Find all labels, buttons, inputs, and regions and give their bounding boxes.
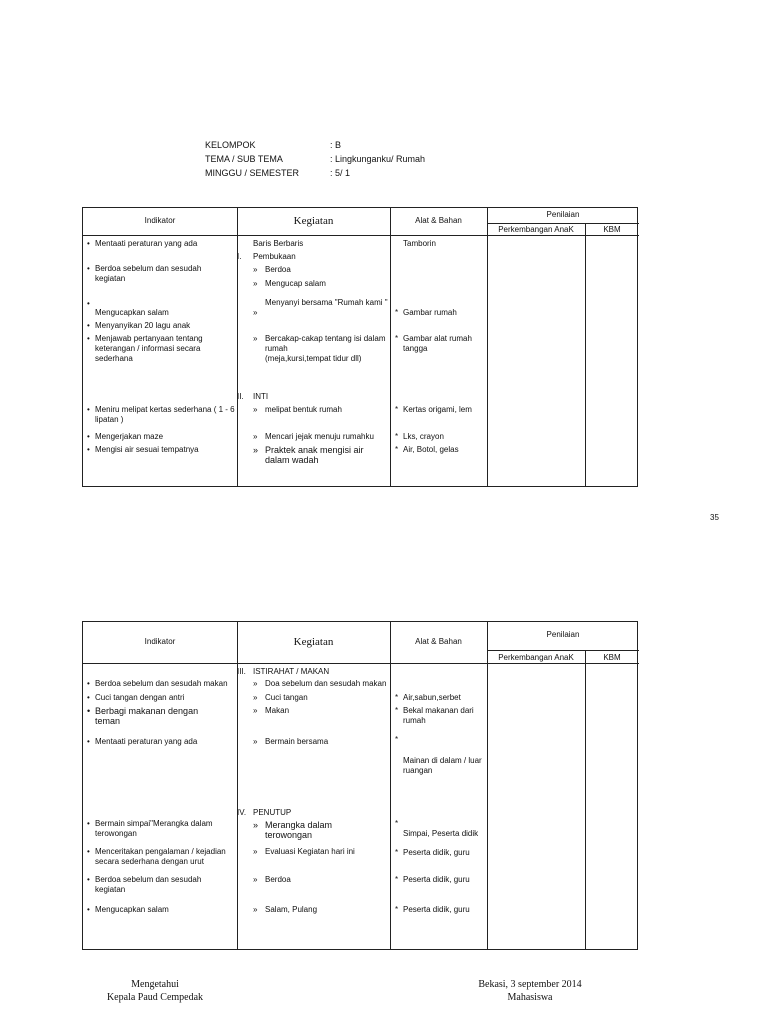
col-header-perkembangan: Perkembangan AnaK [498,653,574,662]
kegiatan-baris: Baris Berbaris [253,239,304,248]
alat-item: * Air, Botol, gelas [395,445,459,454]
col-header-penilaian: Penilaian [546,210,580,219]
col-header-kegiatan: Kegiatan [293,215,334,227]
header-value-minggu: : 5/ 1 [330,168,351,178]
indikator-item: • Meniru melipat kertas sederhana ( 1 - 6 lipatan ) [87,405,235,424]
page-number: 35 [710,513,719,522]
alat-item: * Gambar rumah [395,308,457,317]
alat-item: * Simpai, Peserta didik [395,819,479,838]
activity-table-1: Indikator Kegiatan Alat & Bahan Penilaian Perkembangan AnaK KBM • Mentaati peraturan yang ada • Berdoa sebelum dan sesudah kegiatan • Mengucapkan salam • Menyanyikan 20 lagu anak • Menjawab pertanyaan tentang keterangan / informasi secara sederhana • Meniru melipat kertas sederhana ( 1 - 6 lipatan ) • Mengerjakan maze • Mengisi air sesuai tempatnya Baris Berbaris I. Pembukaan » Berdoa » Mengucap salam » Menyanyi bersama "Rumah kami " » Bercakap-cakap tentang isi dalam rumah (meja,kursi,tempat tidur dll) II. INTI » melipat bentuk rumah » Mencari jejak menuju rumahku » Praktek anak mengisi air dalam wadah Tamborin * Gambar rumah * Gambar alat rumah tangga * Kertas origami, lem * Lks, crayon * Air, Botol, gelas [82,207,638,487]
header-label-kelompok: KELOMPOK [205,140,256,150]
signature-right-line2: Mahasiswa [507,992,553,1003]
col-header-kbm: KBM [603,225,621,234]
col-header-alat: Alat & Bahan [415,637,462,646]
kegiatan-item: » Makan [253,706,290,715]
indikator-item: • Mengucapkan salam [87,905,169,914]
indikator-item: • Cuci tangan dengan antri [87,693,185,702]
header-block [0,138,768,182]
kegiatan-item-note: (meja,kursi,tempat tidur dll) [265,354,362,363]
kegiatan-item: » Doa sebelum dan sesudah makan [253,679,387,688]
alat-item: * Peserta didik, guru [395,848,470,857]
kegiatan-item: » Merangka dalam terowongan [253,820,333,840]
kegiatan-section-inti: II. INTI [237,392,269,401]
kegiatan-item: » Berdoa [253,875,291,884]
alat-item: * Air,sabun,serbet [395,693,461,702]
alat-item: Mainan di dalam / luar ruangan [403,756,482,775]
indikator-item: • Menjawab pertanyaan tentang keterangan / informasi secara sederhana [87,334,203,363]
indikator-item: • Berdoa sebelum dan sesudah kegiatan [87,264,202,283]
indikator-item: • Menceritakan pengalaman / kejadian secara sederhana dengan urut [87,847,226,866]
indikator-item: • Mentaati peraturan yang ada [87,737,198,746]
header-value-tema: : Lingkunganku/ Rumah [330,154,426,164]
alat-item: * Peserta didik, guru [395,905,470,914]
col-header-penilaian: Penilaian [546,630,580,639]
kegiatan-item: » Cuci tangan [253,693,308,702]
alat-item: * Peserta didik, guru [395,875,470,884]
indikator-item: • Bermain simpai"Merangka dalam terowongan [87,819,213,838]
col-header-indikator: Indikator [144,216,176,225]
col-header-indikator: Indikator [144,637,176,646]
kegiatan-item: » Mencari jejak menuju rumahku [253,432,374,441]
kegiatan-section-pembukaan: I. Pembukaan [237,252,296,261]
indikator-item: • Mengisi air sesuai tempatnya [87,445,199,454]
indikator-item: • Berbagi makanan dengan teman [87,706,199,726]
col-header-kegiatan: Kegiatan [293,636,334,648]
kegiatan-item: » Mengucap salam [253,279,326,288]
col-header-kbm: KBM [603,653,621,662]
indikator-item: • Mengerjakan maze [87,432,164,441]
kegiatan-section-penutup: IV. PENUTUP [237,808,292,817]
indikator-item: • Berdoa sebelum dan sesudah kegiatan [87,875,202,894]
header-value-kelompok: : B [330,140,342,150]
col-header-alat: Alat & Bahan [415,216,462,225]
signature-left-line2: Kepala Paud Cempedak [106,992,204,1003]
kegiatan-item: » Salam, Pulang [253,905,318,914]
alat-item: * Bekal makanan dari rumah [395,706,474,725]
header-label-tema: TEMA / SUB TEMA [205,154,283,164]
activity-table-2: Indikator Kegiatan Alat & Bahan Penilaian Perkembangan AnaK KBM • Berdoa sebelum dan sesudah makan • Cuci tangan dengan antri • Berbagi makanan dengan teman • Mentaati peraturan yang ada • Bermain simpai"Merangka dalam terowongan • Menceritakan pengalaman / kejadian secara sederhana dengan urut • Berdoa sebelum dan sesudah kegiatan • Mengucapkan salam III. ISTIRAHAT / MAKAN » Doa sebelum dan sesudah makan » Cuci tangan » Makan » Bermain bersama IV. PENUTUP » Merangka dalam terowongan » Evaluasi Kegiatan hari ini » Berdoa » Salam, Pulang * Air,sabun,serbet * Bekal makanan dari rumah * Mainan di dalam / luar ruangan * Simpai, Peserta didik * Peserta didik, guru * Peserta didik, guru * Peserta didik, guru [82,621,638,950]
kegiatan-item: » melipat bentuk rumah [253,405,342,414]
indikator-item: Mengucapkan salam [95,308,169,317]
signature-left [70,978,240,1004]
signature-right-line1: Bekasi, 3 september 2014 [478,979,582,990]
kegiatan-item: » Berdoa [253,265,291,274]
header-label-minggu: MINGGU / SEMESTER [205,168,300,178]
signature-left-line1: Mengetahui [131,979,179,990]
indikator-item: • Berdoa sebelum dan sesudah makan [87,679,228,688]
kegiatan-item: » Praktek anak mengisi air dalam wadah [253,445,364,465]
kegiatan-item: » Menyanyi bersama "Rumah kami " [253,298,388,317]
kegiatan-item: » Evaluasi Kegiatan hari ini [253,847,355,856]
alat-item: * Gambar alat rumah tangga [395,334,472,353]
alat-item: * Lks, crayon [395,432,444,441]
signature-right [440,978,620,1004]
kegiatan-item: » Bermain bersama [253,737,329,746]
alat-item: Tamborin [403,239,436,248]
indikator-item: • Menyanyikan 20 lagu anak [87,321,191,330]
kegiatan-section-istirahat: III. ISTIRAHAT / MAKAN [237,667,330,676]
kegiatan-item: » Bercakap-cakap tentang isi dalam rumah [253,334,386,353]
alat-item: * Kertas origami, lem [395,405,472,414]
indikator-item: • Mentaati peraturan yang ada [87,239,198,248]
col-header-perkembangan: Perkembangan AnaK [498,225,574,234]
